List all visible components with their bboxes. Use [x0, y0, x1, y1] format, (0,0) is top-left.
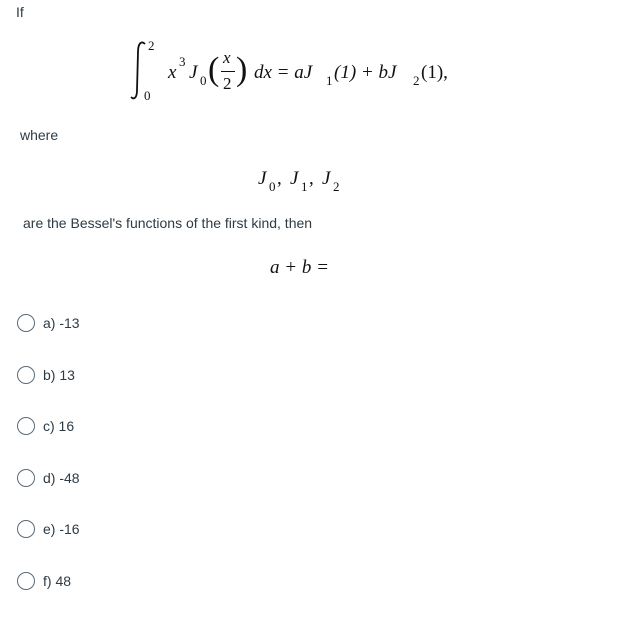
- integrand-j: J: [189, 62, 198, 83]
- bessel-j0: J: [258, 168, 267, 189]
- fraction-denominator: 2: [223, 74, 232, 93]
- right-paren: ): [236, 51, 248, 88]
- integrand-power: 3: [179, 54, 186, 69]
- radio-button[interactable]: [17, 520, 35, 538]
- where-text: where: [20, 127, 59, 143]
- radio-button[interactable]: [17, 314, 35, 332]
- rhs-part-1: dx = aJ: [254, 62, 313, 83]
- option-a[interactable]: [17, 312, 80, 334]
- left-paren: (: [208, 51, 220, 88]
- option-f[interactable]: [17, 570, 71, 592]
- integral-upper-limit: 2: [148, 38, 155, 53]
- option-d[interactable]: [17, 467, 80, 489]
- bessel-sep-1: ,: [277, 168, 282, 189]
- bessel-j2-sub: 2: [333, 179, 340, 194]
- option-e[interactable]: [17, 518, 80, 540]
- radio-button[interactable]: [17, 366, 35, 384]
- integral-lower-limit: 0: [144, 88, 151, 103]
- intro-text: If: [16, 4, 24, 20]
- option-label: d) -48: [43, 470, 80, 486]
- fraction-bar: [221, 71, 235, 72]
- rhs-part-2: (1) + bJ: [334, 62, 397, 83]
- option-label: a) -13: [43, 315, 80, 331]
- bessel-j1: J: [290, 168, 299, 189]
- integrand-x: x: [168, 62, 177, 83]
- rhs-j1-sub: 1: [326, 73, 333, 88]
- radio-button[interactable]: [17, 417, 35, 435]
- bessel-j0-sub: 0: [269, 179, 276, 194]
- sum-prompt: a + b =: [270, 257, 329, 278]
- option-label: b) 13: [43, 367, 75, 383]
- rhs-part-3: (1),: [421, 62, 448, 83]
- fraction-numerator: x: [223, 48, 231, 67]
- bessel-j1-sub: 1: [301, 179, 308, 194]
- bessel-j2: J: [322, 168, 331, 189]
- option-c[interactable]: [17, 415, 74, 437]
- option-b[interactable]: [17, 364, 75, 386]
- option-label: e) -16: [43, 521, 80, 537]
- bessel-note-text: are the Bessel's functions of the first kind, then: [23, 215, 313, 231]
- integrand-j-sub: 0: [200, 73, 207, 88]
- bessel-sep-2: ,: [309, 168, 314, 189]
- radio-button[interactable]: [17, 469, 35, 487]
- integral-equation: [128, 38, 488, 108]
- option-label: c) 16: [43, 418, 75, 434]
- option-label: f) 48: [43, 573, 72, 589]
- bessel-functions-list: [258, 168, 368, 196]
- rhs-j2-sub: 2: [413, 73, 420, 88]
- radio-button[interactable]: [17, 572, 35, 590]
